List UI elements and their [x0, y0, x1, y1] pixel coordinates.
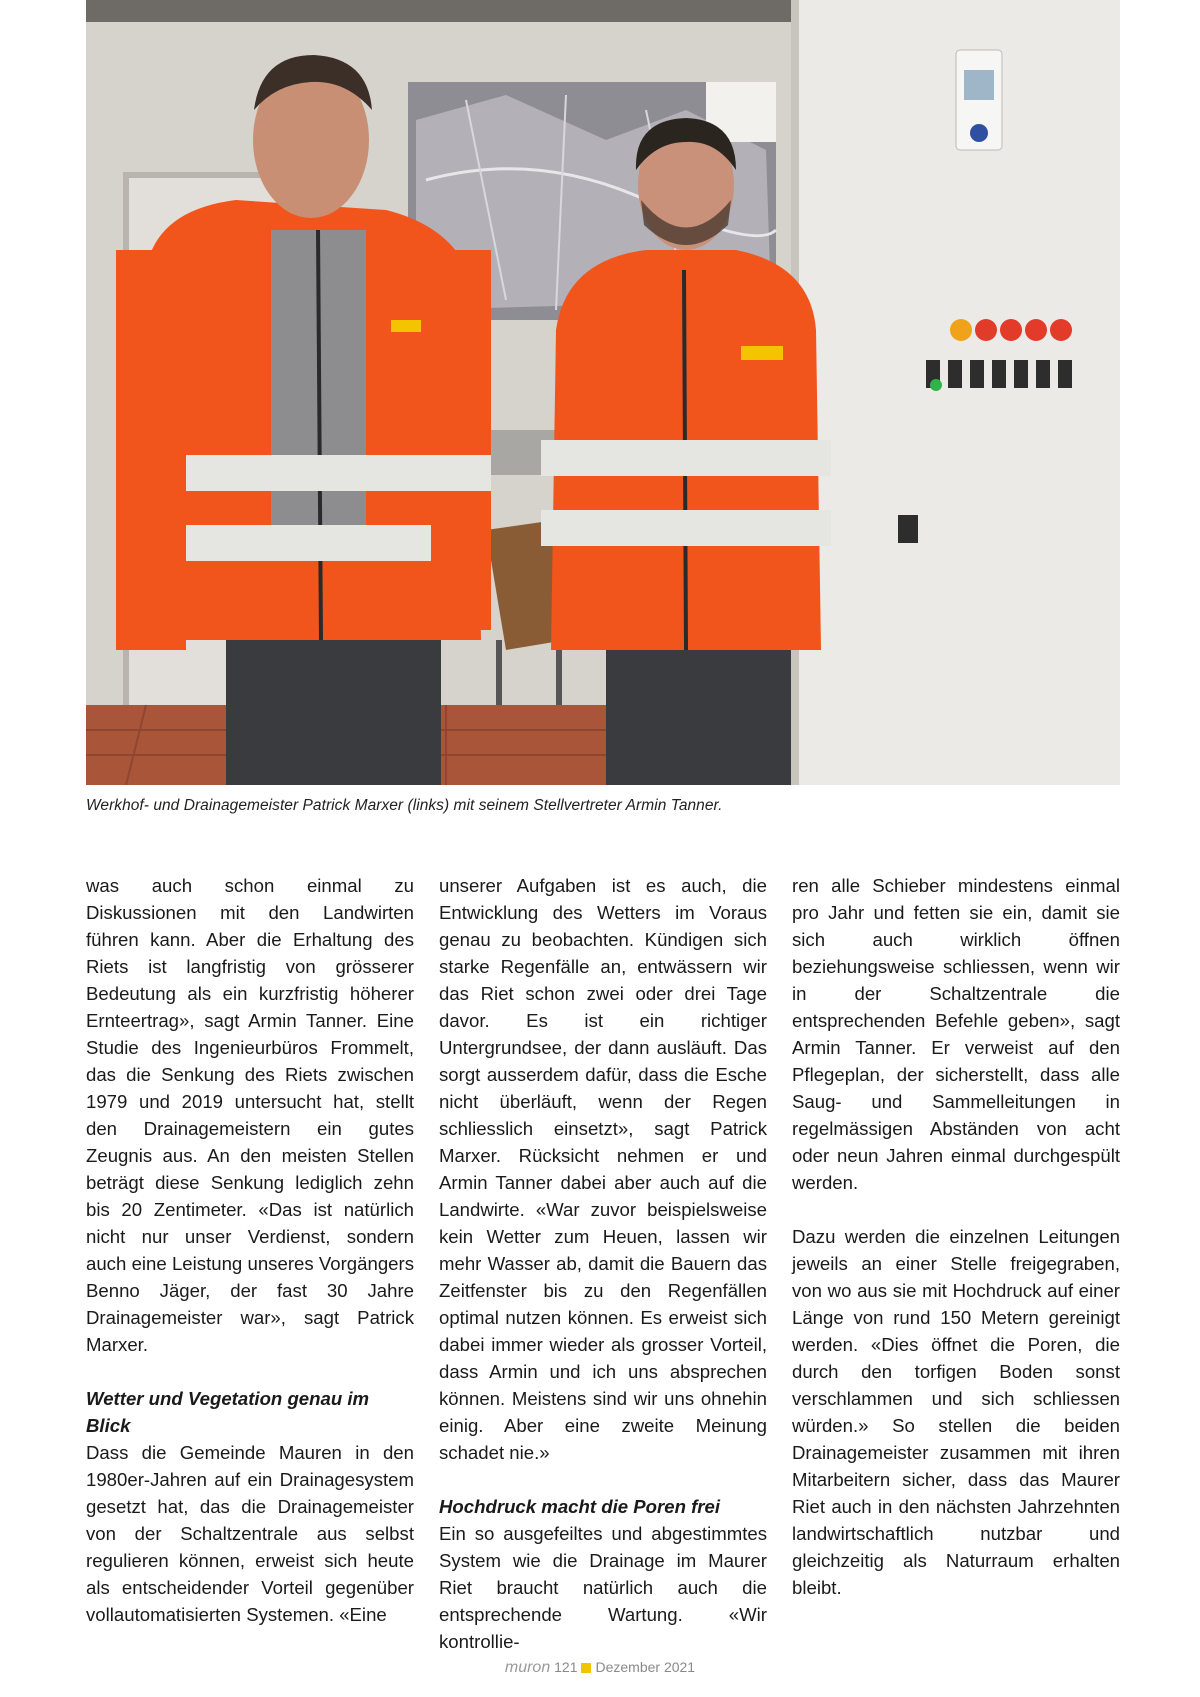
paragraph: Dass die Gemeinde Mauren in den 1980er-Jahren auf ein Drainagesystem gesetzt hat, das die Drainagemeister von der Schaltzentrale aus selbst regulieren können, erweist sich heute als entscheidender Vorteil gegenüber vollautomatisierten Systemen. «Eine [86, 1442, 414, 1625]
issue-date: Dezember 2021 [595, 1659, 696, 1675]
article-photo [86, 0, 1120, 785]
paragraph: Ein so ausgefeiltes und abgestimmtes System wie die Drainage im Maurer Riet braucht natürlich auch die entsprechende Wartung. «Wir kontrollie- [439, 1523, 767, 1652]
magazine-brand: muron [504, 1659, 551, 1676]
paragraph: ren alle Schieber mindestens einmal pro Jahr und fetten sie ein, damit sie sich auch wirklich öffnen beziehungsweise schliessen, wenn wir in der Schaltzentrale die entsprechenden Befehle geben», sagt Armin Tanner. Er verweist auf den Pflegeplan, der sicherstellt, dass alle Saug- und Sammelleitungen in regelmässigen Abständen von acht oder neun Jahren einmal durchgespült werden. [792, 875, 1120, 1193]
text-column-1 [86, 872, 414, 1628]
issue-number: 121 [554, 1659, 578, 1675]
paragraph: unserer Aufgaben ist es auch, die Entwicklung des Wetters im Voraus genau zu beobachten. Kündigen sich starke Regenfälle an, entwässern wir das Riet schon zwei oder drei Tage davor. Es ist ein richtiger Untergrundsee, der dann ausläuft. Das sorgt ausserdem dafür, dass die Esche nicht überläuft, wenn der Regen schliesslich einsetzt», sagt Patrick Marxer. Rücksicht nehmen er und Armin Tanner dabei aber auch auf die Landwirte. «War zuvor beispielsweise kein Wetter zum Heuen, lassen wir mehr Wasser ab, damit die Bauern das Zeitfenster bis zu den Regenfällen optimal nutzen können. Es erweist sich dabei immer wieder als grosser Vorteil, dass Armin und ich uns absprechen können. Meistens sind wir uns ohnehin einig. Aber eine zweite Meinung schadet nie.» [439, 875, 767, 1463]
section-heading: Hochdruck macht die Poren frei [439, 1496, 721, 1517]
text-column-3 [792, 872, 1120, 1601]
paragraph: Dazu werden die einzelnen Leitungen jeweils an einer Stelle freigegraben, von wo aus sie mit Hochdruck auf einer Länge von rund 150 Metern gereinigt werden. «Dies öffnet die Poren, die durch den torfigen Boden sonst verschlammen und sich schliessen würden.» So stellen die beiden Drainagemeister zusammen mit ihren Mitarbeitern sicher, dass das Maurer Riet auch in den nächsten Jahrzehnten landwirtschaftlich nutzbar und gleichzeitig als Naturraum erhalten bleibt. [792, 1226, 1120, 1598]
page-footer [0, 1659, 1200, 1677]
paragraph: was auch schon einmal zu Diskussionen mit den Landwirten führen kann. Aber die Erhaltung des Riets ist langfristig von grösserer Bedeutung als ein kurzfristig höherer Ernteertrag», sagt Armin Tanner. Eine Studie des Ingenieurbüros Frommelt, das die Senkung des Riets zwischen 1979 und 2019 untersucht hat, stellt den Drainagemeistern ein gutes Zeugnis aus. An den meisten Stellen beträgt diese Senkung lediglich zehn bis 20 Zentimeter. «Das ist natürlich nicht nur unser Verdienst, sondern auch eine Leistung unseres Vorgängers Benno Jäger, der fast 30 Jahre Drainagemeister war», sagt Patrick Marxer. [86, 875, 414, 1355]
accent-square-icon [581, 1663, 591, 1673]
section-heading: Wetter und Vegetation genau im Blick [86, 1388, 370, 1436]
photo-caption: Werkhof- und Drainagemeister Patrick Marxer (links) mit seinem Stellvertreter Armin Tanner. [86, 797, 723, 814]
text-column-2 [439, 872, 767, 1655]
